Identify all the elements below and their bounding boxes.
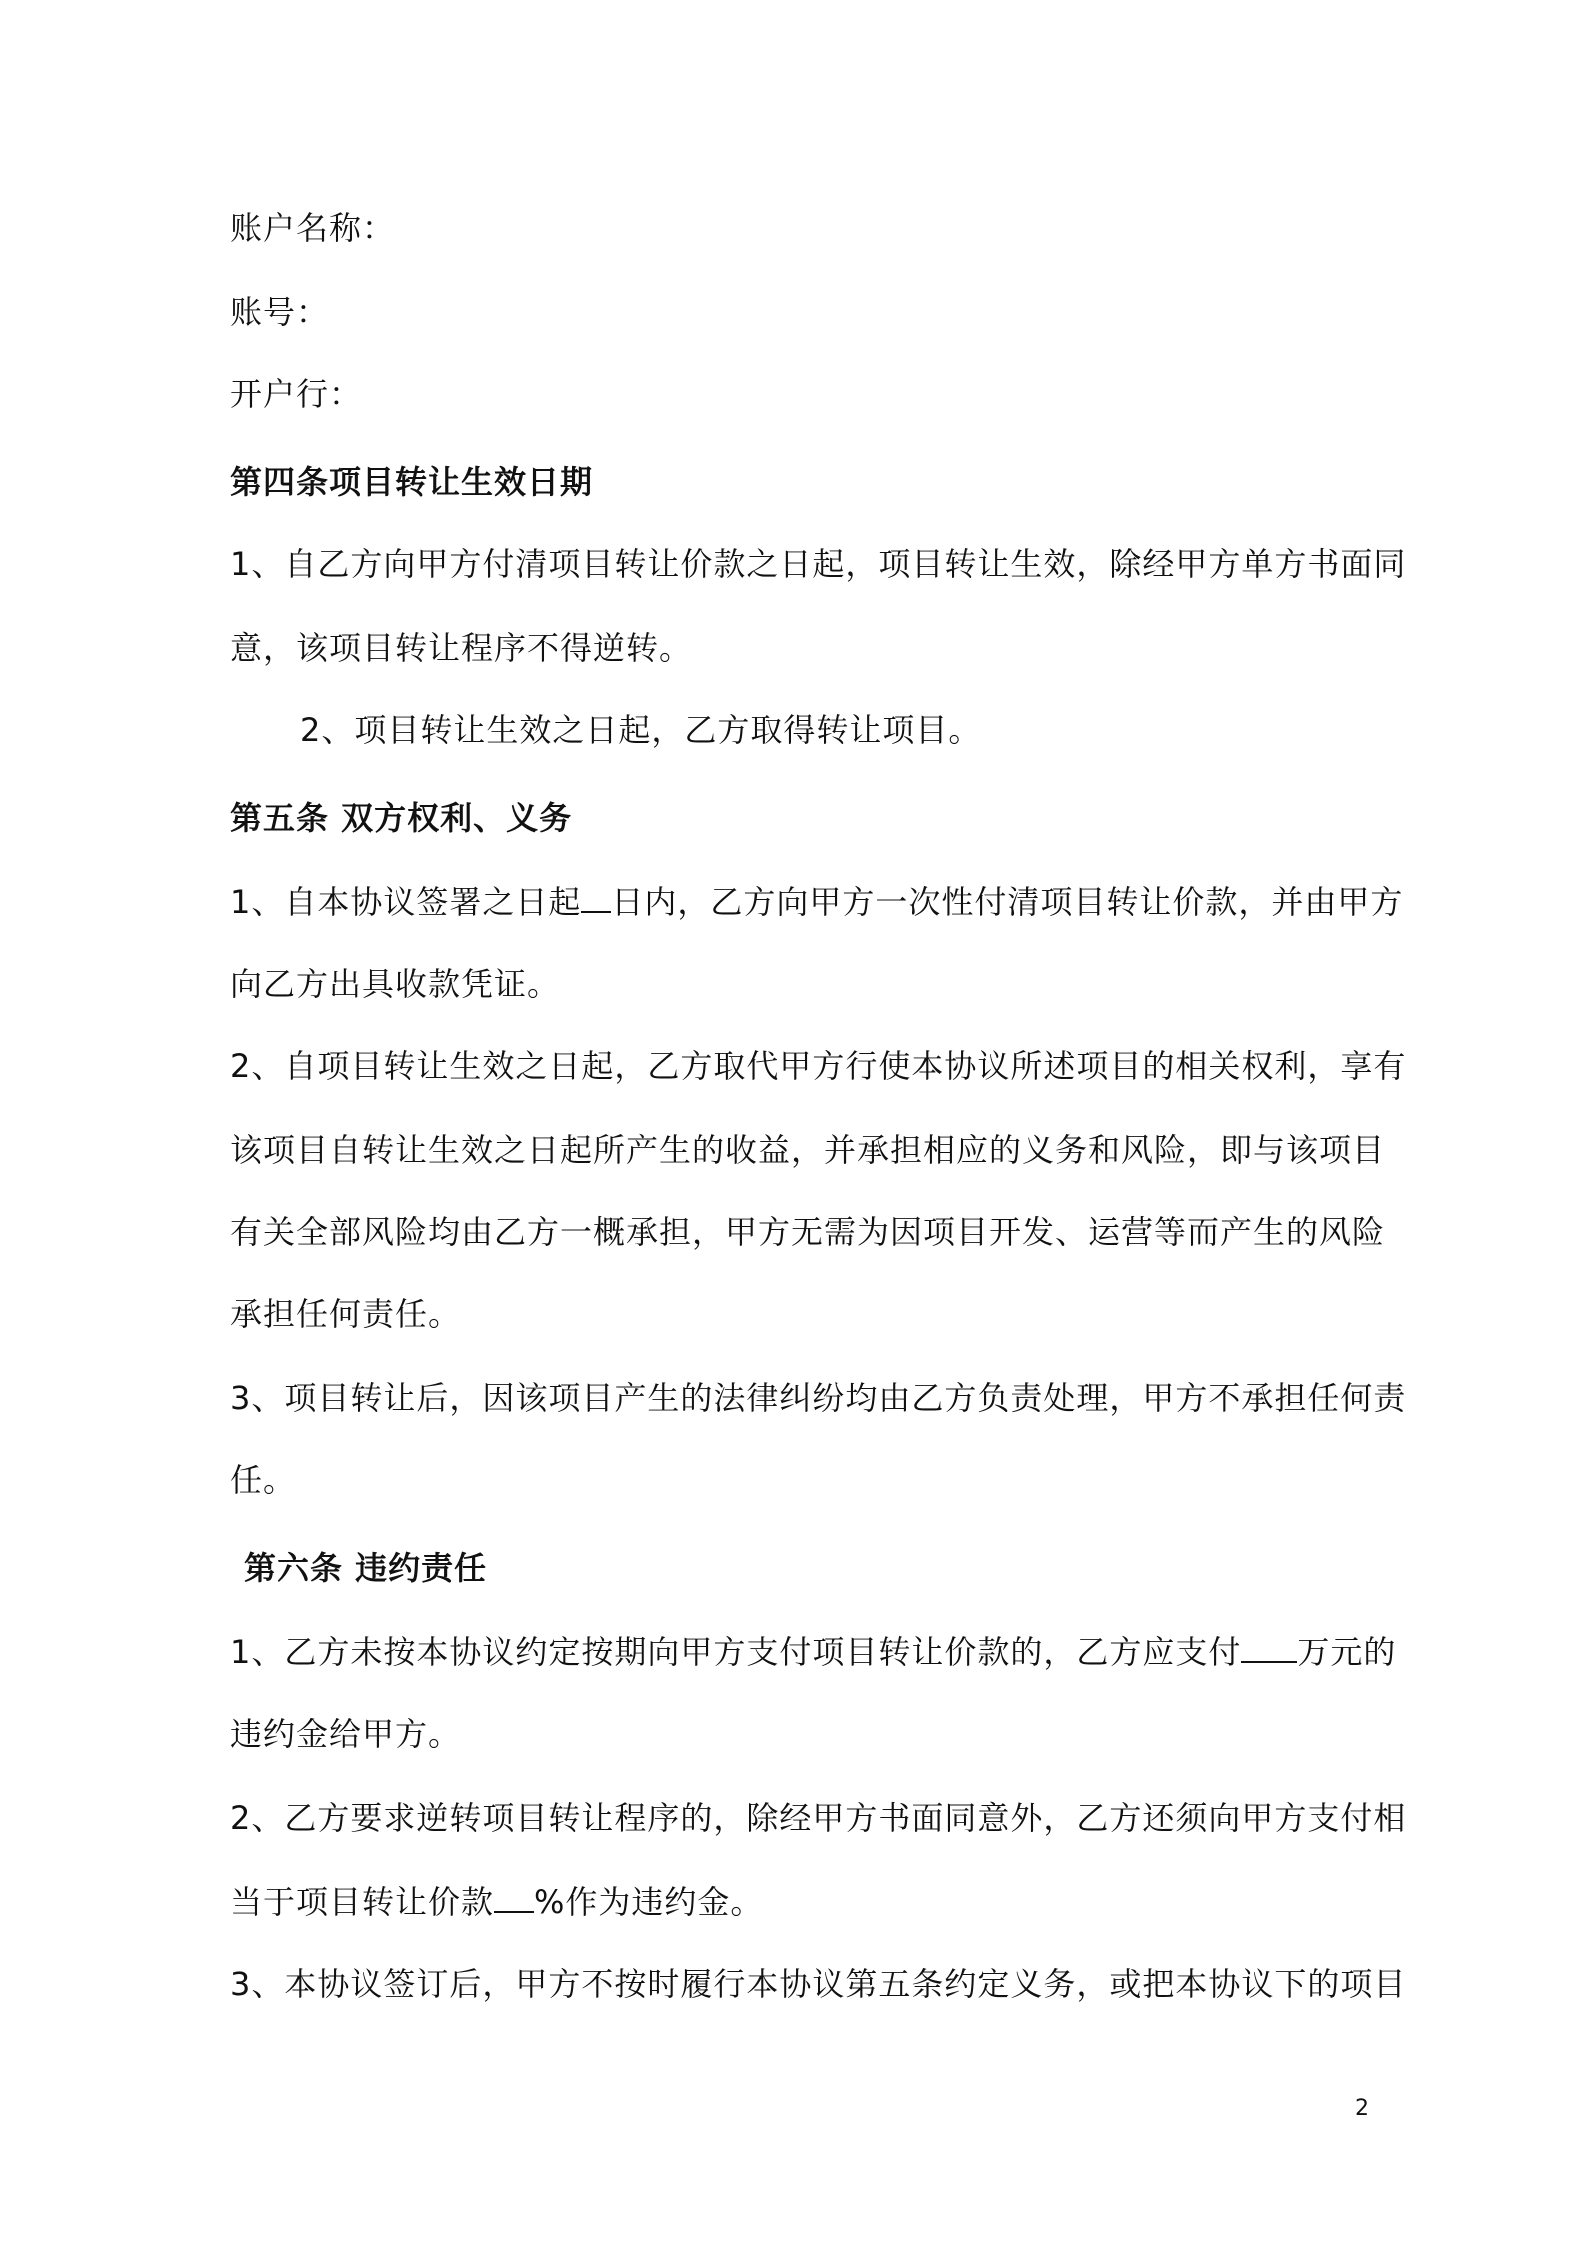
article6-p2-line2 <box>230 1880 1370 1924</box>
article6-p1-line1-start: 1、乙方未按本协议约定按期向甲方支付项目转让价款的，乙方应支付 <box>230 1633 1242 1671</box>
article5-p2-line3: 有关全部风险均由乙方一概承担，甲方无需为因项目开发、运营等而产生的风险 <box>230 1213 1386 1251</box>
percent-blank <box>494 1881 534 1913</box>
penalty-amount-blank <box>1241 1631 1297 1663</box>
bank-label: 开户行： <box>230 375 363 413</box>
article4-p2: 2、项目转让生效之日起，乙方取得转让项目。 <box>300 711 982 749</box>
article6-p1-line1-end: 万元的 <box>1297 1633 1397 1671</box>
article5-p3-line1: 3、项目转让后，因该项目产生的法律纠纷均由乙方负责处理，甲方不承担任何责 <box>230 1379 1407 1417</box>
page-number: 2 <box>1355 2096 1369 2121</box>
article5-p3-line2: 任。 <box>230 1461 297 1499</box>
article4-p1-line1: 1、自乙方向甲方付清项目转让价款之日起，项目转让生效，除经甲方单方书面同 <box>230 545 1407 583</box>
days-blank <box>581 881 611 913</box>
article5-p2-line1: 2、自项目转让生效之日起，乙方取代甲方行使本协议所述项目的相关权利，享有 <box>230 1047 1407 1085</box>
article6-p2-line2-start: 当于项目转让价款 <box>230 1883 495 1921</box>
article5-p1-line1-start: 1、自本协议签署之日起 <box>230 883 582 921</box>
article5-p1-line1-end: 日内，乙方向甲方一次性付清项目转让价款，并由甲方 <box>611 883 1404 921</box>
article5-p2-line4: 承担任何责任。 <box>230 1295 462 1333</box>
article4-p1-line2: 意，该项目转让程序不得逆转。 <box>230 629 693 667</box>
account-name-label: 账户名称： <box>230 209 396 247</box>
article6-p3-line1: 3、本协议签订后，甲方不按时履行本协议第五条约定义务，或把本协议下的项目 <box>230 1965 1407 2003</box>
account-number-label: 账号： <box>230 293 330 331</box>
article6-p1-line2: 违约金给甲方。 <box>230 1715 462 1753</box>
article5-p1-line1 <box>230 880 1404 924</box>
article5-heading: 第五条 双方权利、义务 <box>230 799 573 837</box>
article6-heading: 第六条 违约责任 <box>244 1549 488 1587</box>
article4-heading: 第四条项目转让生效日期 <box>230 463 594 501</box>
article5-p1-line2: 向乙方出具收款凭证。 <box>230 965 561 1003</box>
article6-p2-line1: 2、乙方要求逆转项目转让程序的，除经甲方书面同意外，乙方还须向甲方支付相 <box>230 1799 1407 1837</box>
article6-p2-line2-end: %作为违约金。 <box>534 1883 764 1921</box>
article6-p1-line1 <box>230 1630 1397 1674</box>
article5-p2-line2: 该项目自转让生效之日起所产生的收益，并承担相应的义务和风险，即与该项目 <box>230 1131 1386 1169</box>
